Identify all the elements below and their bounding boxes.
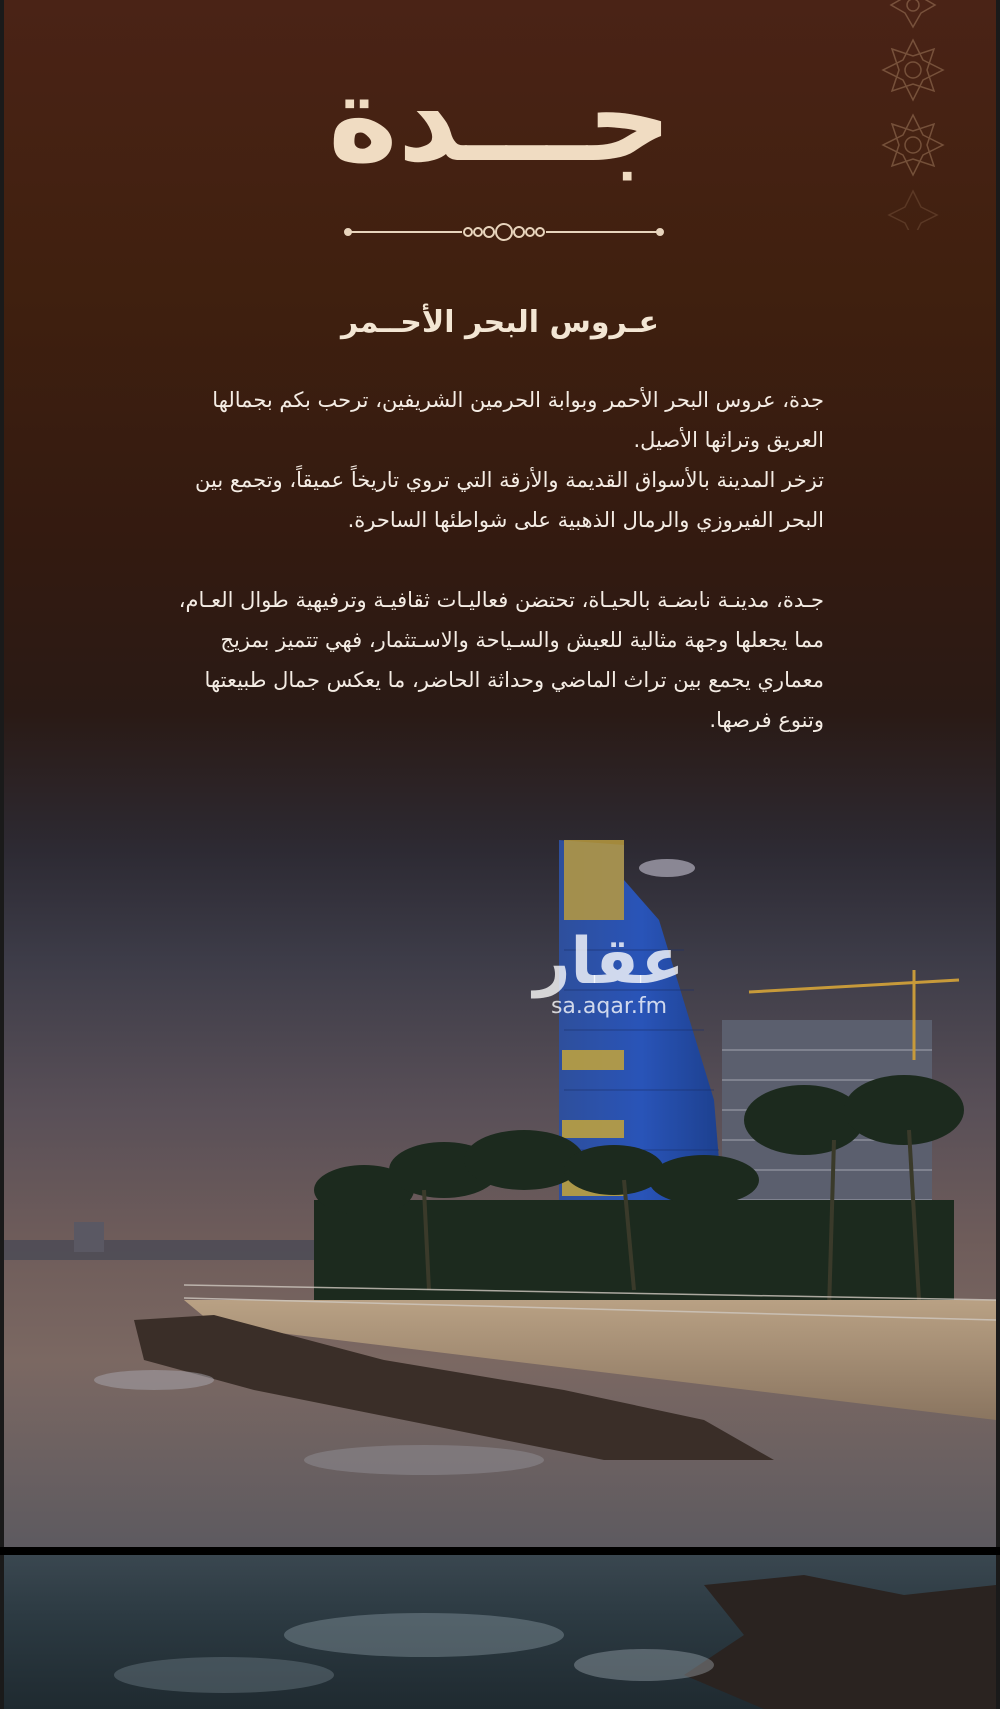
separator-strip xyxy=(0,1547,1000,1555)
aqar-watermark xyxy=(524,925,694,1019)
sea-photo-continuation xyxy=(4,1555,996,1709)
city-title: جـــدة xyxy=(328,50,672,188)
watermark-logo: عقار xyxy=(533,925,685,999)
jeddah-poster xyxy=(4,0,996,1547)
right-border xyxy=(996,0,1000,1709)
jeddah-waterfront-photo xyxy=(4,820,996,1547)
sea-waves xyxy=(4,1555,996,1709)
subtitle: عـروس البحر الأحــمر xyxy=(341,305,659,340)
decorative-divider xyxy=(344,220,664,244)
description-paragraph: جـدة، مدينـة نابضـة بالحيـاة، تحتضن فعاليـات ثقافيـة وترفيهية طوال العـام، مما يجعلها وجهة مثالية للعيش والسـياحة والاسـتثمار، فهي تتميز بمزيج معماري يجمع بين تراث الماضي وحداثة الحاضر، ما يعكس جمال طبيعتها وتنوع فرصها. xyxy=(178,588,824,732)
intro-paragraph: جدة، عروس البحر الأحمر وبوابة الحرمين الشريفين، ترحب بكم بجمالها العريق وتراثها الأصيل. تزخر المدينة بالأسواق القديمة والأزقة التي تروي تاريخاً عميقاً، وتجمع بين البحر الفيروزي والرمال الذهبية على شواطئها الساحرة. xyxy=(195,388,824,532)
watermark-url: sa.aqar.fm xyxy=(550,994,668,1019)
